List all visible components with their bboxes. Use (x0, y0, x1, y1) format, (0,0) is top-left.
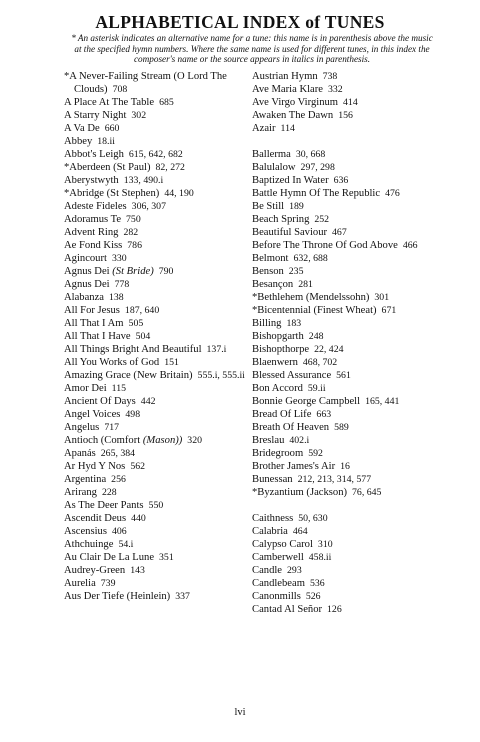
hymn-numbers: 54.i (118, 539, 134, 550)
hymn-numbers: 114 (280, 123, 295, 134)
index-entry (64, 551, 264, 564)
index-entry (252, 239, 474, 252)
tune-name: Benson (252, 266, 284, 277)
index-entry (252, 278, 474, 291)
tune-name: Candle (252, 565, 283, 576)
tune-name: Audrey-Green (64, 565, 126, 576)
index-entry (252, 343, 474, 356)
hymn-numbers: 660 (104, 123, 120, 134)
hymn-numbers: 555.i, 555.ii (197, 370, 245, 381)
index-entry (252, 538, 474, 551)
hymn-numbers: 212, 213, 314, 577 (297, 474, 372, 485)
hymn-numbers: 671 (381, 305, 397, 316)
tune-name: Caithness (252, 513, 294, 524)
hymn-numbers: 636 (333, 175, 349, 186)
index-entry (252, 473, 474, 486)
hymn-numbers: 406 (111, 526, 127, 537)
hymn-numbers: 252 (314, 214, 330, 225)
index-entry (252, 486, 474, 499)
tune-name: A Starry Night (64, 110, 127, 121)
index-entry (252, 317, 474, 330)
hymn-numbers: 717 (104, 422, 120, 433)
hymn-numbers: 440 (131, 513, 146, 524)
tune-name: Bishopgarth (252, 331, 304, 342)
index-entry (252, 226, 474, 239)
index-entry (252, 421, 474, 434)
hymn-numbers: 476 (385, 188, 400, 199)
index-entry (64, 70, 264, 96)
index-entry (64, 239, 264, 252)
hymn-numbers: 76, 645 (352, 487, 382, 498)
tune-name: Advent Ring (64, 227, 119, 238)
index-entry (252, 577, 474, 590)
index-entry (64, 447, 264, 460)
hymn-numbers: 685 (159, 97, 174, 108)
asterisk-note: * An asterisk indicates an alternative name for a tune: this name is in parenthesis above the music at the specified hymn numbers. Where the same name is used for different tunes, in this index the composer's name or the source appears in italics in parenthesis. (71, 33, 433, 64)
right-column (252, 70, 474, 616)
tune-name: Au Clair De La Lune (64, 552, 155, 563)
index-entry (64, 200, 264, 213)
tune-name: All That I Am (64, 318, 124, 329)
index-entry (64, 408, 264, 421)
index-entry (64, 382, 264, 395)
tune-name: Battle Hymn Of The Republic (252, 188, 381, 199)
hymn-numbers: 536 (309, 578, 325, 589)
page-number: lvi (234, 707, 246, 718)
hymn-numbers: 293 (287, 565, 302, 576)
hymn-numbers: 778 (114, 279, 130, 290)
index-entry (252, 161, 474, 174)
tune-name: Adeste Fideles (64, 201, 127, 212)
index-entry (64, 590, 264, 603)
hymn-numbers: 739 (100, 578, 116, 589)
tune-name: Be Still (252, 201, 285, 212)
hymn-numbers: 282 (123, 227, 139, 238)
hymn-numbers: 235 (288, 266, 304, 277)
hymn-numbers: 589 (334, 422, 349, 433)
tune-name: Awaken The Dawn (252, 110, 334, 121)
hymn-numbers: 59.ii (307, 383, 326, 394)
index-entry (64, 473, 264, 486)
index-entry (64, 317, 264, 330)
tune-name: Canonmills (252, 591, 301, 602)
index-entry (252, 252, 474, 265)
tune-name: Ae Fond Kiss (64, 240, 123, 251)
hymn-numbers: 126 (327, 604, 342, 615)
hymn-numbers: 786 (127, 240, 142, 251)
index-entry (64, 226, 264, 239)
tune-name: Bishopthorpe (252, 344, 310, 355)
tune-name: Adoramus Te (64, 214, 122, 225)
hymn-numbers: 402.i (289, 435, 310, 446)
tune-name: Breath Of Heaven (252, 422, 330, 433)
index-entry (64, 538, 264, 551)
index-entry (252, 395, 474, 408)
tune-name: Breslau (252, 435, 285, 446)
hymn-numbers: 302 (131, 110, 147, 121)
tune-name: Abbot's Leigh (64, 149, 124, 160)
hymn-numbers: 50, 630 (298, 513, 328, 524)
tune-name: Belmont (252, 253, 289, 264)
hymn-numbers: 22, 424 (314, 344, 344, 355)
hymn-numbers: 458.ii (308, 552, 332, 563)
index-entry (64, 434, 264, 447)
index-entry (252, 330, 474, 343)
hymn-numbers: 248 (308, 331, 324, 342)
hymn-numbers: 466 (402, 240, 418, 251)
tune-name: Austrian Hymn (252, 71, 318, 82)
index-entry (64, 122, 264, 135)
tune-name: Cantad Al Señor (252, 604, 323, 615)
tune-name: A Place At The Table (64, 97, 155, 108)
page-title: ALPHABETICAL INDEX of TUNES (95, 12, 385, 32)
tune-name: Abbey (64, 136, 93, 147)
tune-name: Billing (252, 318, 282, 329)
left-column (64, 70, 264, 603)
hymn-numbers: 330 (111, 253, 127, 264)
hymn-numbers: 442 (140, 396, 156, 407)
hymn-numbers: 320 (187, 435, 202, 446)
index-entry (64, 369, 264, 382)
index-entry (64, 291, 264, 304)
index-entry (252, 83, 474, 96)
tune-name: Beautiful Saviour (252, 227, 328, 238)
index-entry (252, 304, 474, 317)
index-entry (252, 265, 474, 278)
hymn-numbers: 750 (126, 214, 141, 225)
hymn-numbers: 592 (308, 448, 323, 459)
tune-name: Athchuinge (64, 539, 114, 550)
tune-name: Brother James's Air (252, 461, 336, 472)
tune-name: Argentina (64, 474, 107, 485)
hymn-numbers: 310 (317, 539, 333, 550)
hymn-numbers: 187, 640 (124, 305, 160, 316)
hymn-numbers: 265, 384 (100, 448, 136, 459)
index-entry (64, 187, 264, 200)
tune-name: *Abridge (St Stephen) (64, 188, 160, 199)
hymn-numbers: 708 (112, 84, 128, 95)
hymn-numbers: 138 (109, 292, 124, 303)
index-entry (252, 148, 474, 161)
tune-name: Aus Der Tiefe (Heinlein) (64, 591, 171, 602)
tune-name: All You Works of God (64, 357, 160, 368)
index-entry (64, 148, 264, 161)
tune-name: *Bethlehem (Mendelssohn) (252, 292, 370, 303)
tune-name: Calabria (252, 526, 288, 537)
index-entry (64, 343, 264, 356)
tune-name: All Things Bright And Beautiful (64, 344, 202, 355)
index-entry (64, 577, 264, 590)
tune-source: (St Bride) (112, 266, 154, 277)
hymn-numbers: 133, 490.i (123, 175, 164, 186)
tune-name: *Byzantium (Jackson) (252, 487, 348, 498)
hymn-numbers: 464 (292, 526, 308, 537)
index-entry (252, 122, 474, 135)
tune-name: A Va De (64, 123, 100, 134)
tune-name: Agnus Dei (64, 266, 110, 277)
tune-name: Ascendit Deus (64, 513, 127, 524)
tune-name: Alabanza (64, 292, 104, 303)
tune-name: Candlebeam (252, 578, 305, 589)
index-entry (64, 278, 264, 291)
index-entry (252, 356, 474, 369)
index-entry (64, 512, 264, 525)
tune-name: Angel Voices (64, 409, 121, 420)
hymn-numbers: 550 (148, 500, 164, 511)
index-entry (64, 486, 264, 499)
hymn-numbers: 337 (175, 591, 190, 602)
index-entry (252, 369, 474, 382)
tune-name: Bridegroom (252, 448, 304, 459)
hymn-numbers: 351 (159, 552, 174, 563)
tune-name: *Bicentennial (Finest Wheat) (252, 305, 377, 316)
index-entry (64, 330, 264, 343)
index-entry (252, 564, 474, 577)
hymn-numbers: 151 (164, 357, 179, 368)
index-entry (64, 109, 264, 122)
index-entry (252, 447, 474, 460)
hymn-numbers: 562 (130, 461, 146, 472)
hymn-numbers: 44, 190 (164, 188, 194, 199)
tune-name: Aberystwyth (64, 175, 119, 186)
index-entry (64, 213, 264, 226)
index-entry (252, 434, 474, 447)
tune-name: All For Jesus (64, 305, 120, 316)
tune-name: Antioch (Comfort (64, 435, 141, 446)
hymn-numbers: 504 (135, 331, 151, 342)
index-entry (64, 174, 264, 187)
tune-name: All That I Have (64, 331, 131, 342)
index-entry (64, 564, 264, 577)
hymn-numbers: 790 (158, 266, 174, 277)
hymn-numbers: 18.ii (97, 136, 115, 147)
hymn-numbers: 663 (316, 409, 332, 420)
hymn-numbers: 82, 272 (155, 162, 185, 173)
hymn-numbers: 561 (336, 370, 351, 381)
hymn-numbers: 30, 668 (295, 149, 326, 160)
hymn-numbers: 301 (374, 292, 390, 303)
tune-name: Agincourt (64, 253, 107, 264)
index-entry (252, 525, 474, 538)
index-entry (64, 421, 264, 434)
index-entry (252, 408, 474, 421)
tune-name: Ar Hyd Y Nos (64, 461, 126, 472)
hymn-numbers: 498 (125, 409, 141, 420)
hymn-numbers: 115 (111, 383, 127, 394)
tune-name: Ave Maria Klare (252, 84, 323, 95)
hymn-numbers: 183 (286, 318, 302, 329)
hymn-numbers: 281 (298, 279, 313, 290)
tune-name: Ancient Of Days (64, 396, 136, 407)
hymn-numbers: 632, 688 (293, 253, 328, 264)
hymn-numbers: 256 (111, 474, 126, 485)
hymn-numbers: 228 (101, 487, 117, 498)
tune-name: Aurelia (64, 578, 96, 589)
hymn-numbers: 165, 441 (365, 396, 400, 407)
tune-name: Bon Accord (252, 383, 303, 394)
hymn-numbers: 526 (305, 591, 321, 602)
index-entry (64, 252, 264, 265)
hymn-numbers: 414 (343, 97, 358, 108)
hymn-numbers: 137.i (206, 344, 227, 355)
index-entry (252, 96, 474, 109)
tune-name: Baptized In Water (252, 175, 329, 186)
index-entry (64, 356, 264, 369)
tune-name: Ave Virgo Virginum (252, 97, 339, 108)
tune-name: *Aberdeen (St Paul) (64, 162, 151, 173)
tune-name: Besançon (252, 279, 294, 290)
tune-name: Beach Spring (252, 214, 310, 225)
hymn-numbers: 468, 702 (302, 357, 338, 368)
tune-name: Bunessan (252, 474, 293, 485)
hymn-numbers: 615, 642, 682 (128, 149, 183, 160)
index-entry (64, 460, 264, 473)
tune-name: Calypso Carol (252, 539, 313, 550)
tune-name: Ballerma (252, 149, 291, 160)
tune-name: Balulalow (252, 162, 296, 173)
tune-name: Amazing Grace (New Britain) (64, 370, 193, 381)
tune-name: Apanás (64, 448, 96, 459)
index-entry (252, 187, 474, 200)
index-entry (64, 499, 264, 512)
tune-name: Blaenwern (252, 357, 298, 368)
index-entry (252, 109, 474, 122)
hymn-numbers: 505 (128, 318, 144, 329)
tune-name: Bread Of Life (252, 409, 312, 420)
letter-group-gap (252, 499, 474, 512)
hymn-numbers: 189 (289, 201, 304, 212)
tune-name: Azair (252, 123, 276, 134)
index-entry (64, 161, 264, 174)
index-entry (64, 525, 264, 538)
letter-group-gap (252, 135, 474, 148)
hymn-numbers: 306, 307 (131, 201, 166, 212)
tune-name: Angelus (64, 422, 100, 433)
tune-name: Arirang (64, 487, 97, 498)
tune-name: Amor Dei (64, 383, 107, 394)
tune-name: Blessed Assurance (252, 370, 332, 381)
index-entry (252, 603, 474, 616)
hymn-numbers: 332 (327, 84, 343, 95)
hymn-numbers: 467 (332, 227, 347, 238)
index-entry (64, 395, 264, 408)
index-entry (252, 460, 474, 473)
hymn-numbers: 16 (340, 461, 350, 472)
index-entry (252, 590, 474, 603)
index-entry (252, 70, 474, 83)
tune-name: Agnus Dei (64, 279, 110, 290)
index-entry (252, 291, 474, 304)
index-entry (64, 135, 264, 148)
index-entry (252, 512, 474, 525)
tune-name: As The Deer Pants (64, 500, 144, 511)
index-entry (252, 551, 474, 564)
index-entry (252, 174, 474, 187)
tune-name: Before The Throne Of God Above (252, 240, 398, 251)
index-entry (252, 200, 474, 213)
tune-name: Camberwell (252, 552, 304, 563)
hymn-numbers: 156 (338, 110, 353, 121)
index-entry (64, 265, 264, 278)
tune-name: Bonnie George Campbell (252, 396, 361, 407)
index-entry (252, 213, 474, 226)
hymn-numbers: 738 (322, 71, 338, 82)
tune-source: (Mason)) (142, 435, 183, 446)
tune-name: *A Never-Failing Stream (O Lord The Clouds) (64, 71, 227, 95)
index-entry (252, 382, 474, 395)
hymn-numbers: 297, 298 (300, 162, 335, 173)
index-entry (64, 96, 264, 109)
tune-name: Ascensius (64, 526, 107, 537)
hymn-numbers: 143 (130, 565, 145, 576)
index-entry (64, 304, 264, 317)
